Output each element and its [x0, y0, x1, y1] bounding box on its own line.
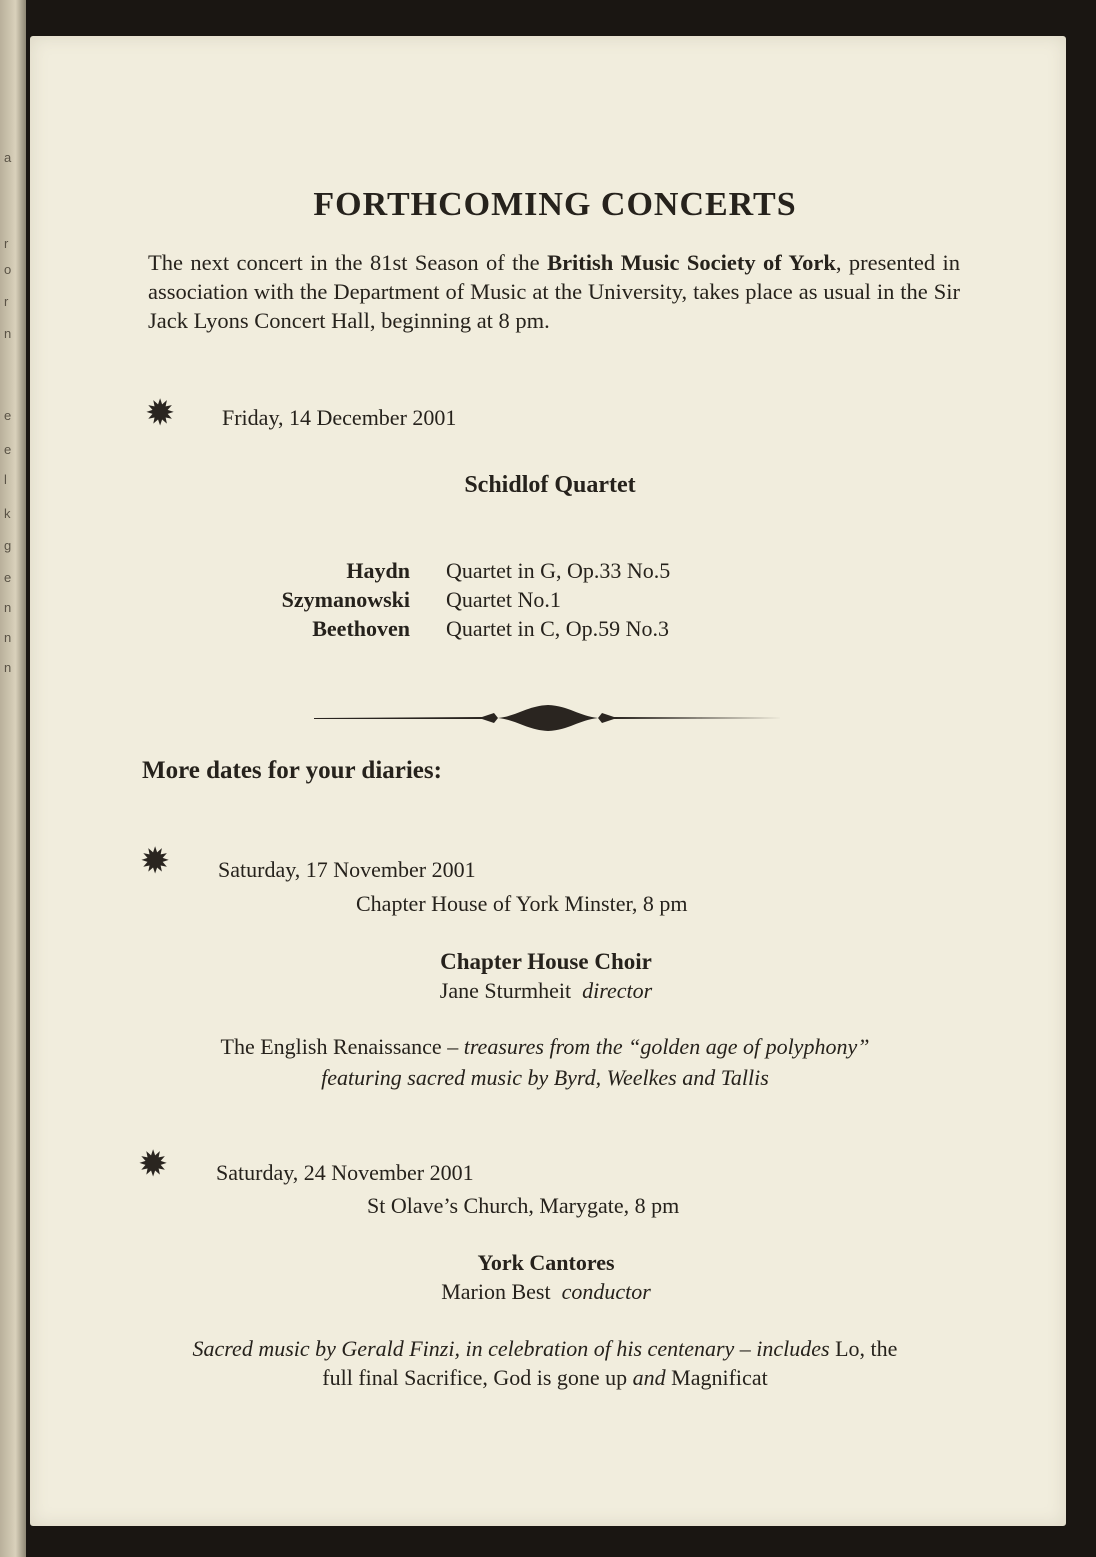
event-date: Saturday, 24 November 2001: [216, 1160, 474, 1185]
stub-letter: n: [4, 600, 12, 615]
composer: Haydn: [346, 558, 410, 583]
desc-plain: full final Sacrifice, God is gone up: [322, 1365, 633, 1390]
more-dates-heading: More dates for your diaries:: [142, 757, 442, 784]
concert-date: Friday, 14 December 2001: [222, 405, 457, 430]
ensemble-name: Schidlof Quartet: [464, 472, 636, 498]
desc-plain-end: Magnificat: [665, 1365, 768, 1390]
event-ensemble: Chapter House Choir: [440, 949, 652, 974]
stub-letter: n: [4, 326, 12, 341]
stub-letter: e: [4, 408, 12, 423]
event-director: [346, 1279, 746, 1305]
composer: Szymanowski: [281, 587, 410, 612]
event-date: Saturday, 17 November 2001: [218, 857, 476, 882]
desc-italic: treasures from the “golden age of polyphony”: [463, 1034, 870, 1059]
ornament-divider: [312, 700, 784, 736]
stub-letter: r: [4, 294, 9, 309]
director-role: director: [582, 978, 653, 1003]
left-page-edge: [0, 0, 26, 1557]
stub-letter: n: [4, 660, 12, 675]
desc-italic: Sacred music by Gerald Finzi, in celebration of his centenary – includes: [192, 1336, 830, 1361]
intro-paragraph: [148, 248, 960, 335]
program-row: [200, 556, 670, 585]
event-description-line: [130, 1034, 960, 1060]
event-director: [346, 978, 746, 1004]
star-bullet-icon: ✹: [140, 841, 171, 881]
desc-plain: Lo, the: [829, 1336, 898, 1361]
stub-letter: o: [4, 262, 12, 277]
star-bullet-icon: ✹: [145, 393, 176, 433]
director-name: Jane Sturmheit: [439, 978, 572, 1003]
stub-letter: r: [4, 236, 9, 251]
event-description-line: [120, 1365, 970, 1391]
program-row: [200, 585, 670, 614]
page-title: FORTHCOMING CONCERTS: [313, 186, 797, 223]
desc-italic: featuring sacred music by Byrd, Weelkes and Tallis: [321, 1065, 769, 1090]
stub-letter: k: [4, 506, 11, 521]
intro-text-end: , presented in association with the Department of Music at the University, takes place as usual in the Sir Jack Lyons Concert Hall, beginning at 8 pm.: [148, 250, 960, 333]
stub-letter: g: [4, 538, 12, 553]
event-venue: St Olave’s Church, Marygate, 8 pm: [367, 1193, 680, 1218]
conductor-name: Marion Best: [441, 1279, 551, 1304]
work: Quartet No.1: [446, 587, 561, 612]
work: Quartet in G, Op.33 No.5: [446, 558, 671, 583]
event-venue: Chapter House of York Minster, 8 pm: [356, 891, 688, 916]
program-list: [200, 556, 670, 643]
work: Quartet in C, Op.59 No.3: [446, 616, 670, 641]
event-description-line: [130, 1065, 960, 1091]
stub-letter: a: [4, 150, 12, 165]
event-ensemble: York Cantores: [477, 1250, 615, 1275]
stub-letter: e: [4, 442, 12, 457]
intro-text: The next concert in the 81st Season of the: [148, 250, 548, 275]
society-name: British Music Society of York: [547, 250, 836, 275]
stub-letter: l: [4, 472, 7, 487]
program-row: [200, 614, 670, 643]
desc-plain: The English Renaissance –: [220, 1034, 464, 1059]
star-bullet-icon: ✹: [138, 1144, 169, 1184]
stub-letter: n: [4, 630, 12, 645]
event-description-line: [120, 1336, 970, 1362]
stub-letter: e: [4, 570, 12, 585]
conductor-role: conductor: [561, 1279, 651, 1304]
composer: Beethoven: [312, 616, 410, 641]
desc-italic: and: [632, 1365, 666, 1390]
